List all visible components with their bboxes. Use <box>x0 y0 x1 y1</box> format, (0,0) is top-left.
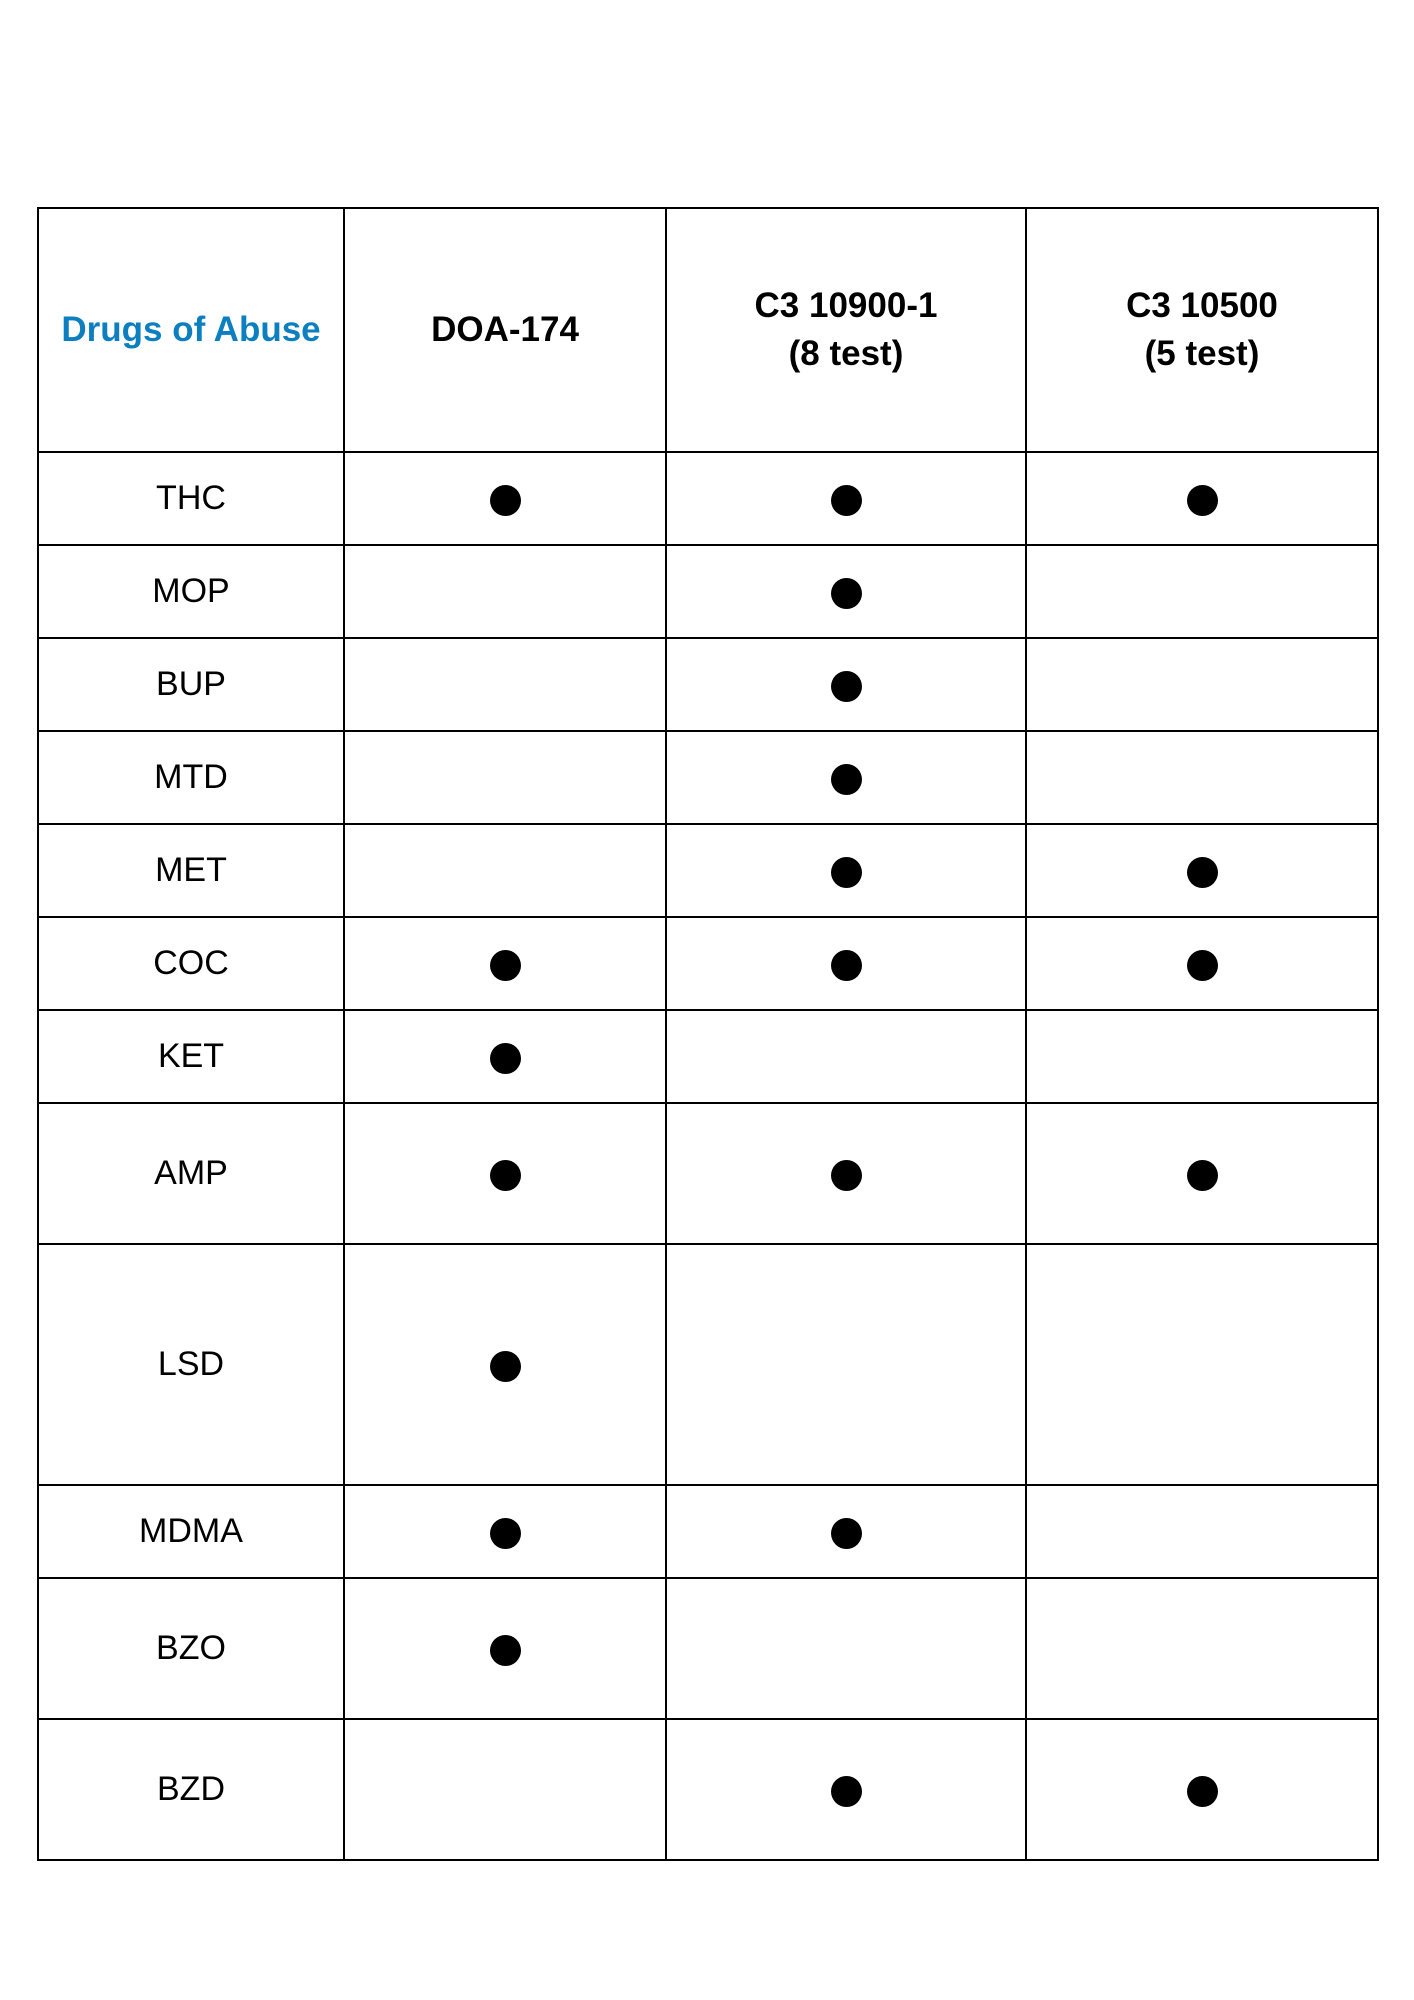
test-cell <box>344 731 666 824</box>
test-cell <box>666 1244 1026 1485</box>
filled-circle-icon <box>490 1043 521 1074</box>
filled-circle-icon <box>490 1351 521 1382</box>
drug-name-cell: COC <box>38 917 344 1010</box>
test-cell <box>1026 1244 1378 1485</box>
test-cell <box>1026 1103 1378 1244</box>
table-header <box>38 208 1378 452</box>
test-cell <box>344 452 666 545</box>
test-cell <box>1026 824 1378 917</box>
table-row <box>38 731 1378 824</box>
table-row <box>38 1719 1378 1860</box>
test-cell <box>666 1578 1026 1719</box>
drug-name-cell: LSD <box>38 1244 344 1485</box>
test-cell <box>666 824 1026 917</box>
filled-circle-icon <box>490 1160 521 1191</box>
table-body <box>38 452 1378 1860</box>
filled-circle-icon <box>490 950 521 981</box>
filled-circle-icon <box>490 485 521 516</box>
drug-name-cell: BZD <box>38 1719 344 1860</box>
filled-circle-icon <box>831 485 862 516</box>
test-cell <box>666 731 1026 824</box>
test-cell <box>1026 1719 1378 1860</box>
test-cell <box>666 1103 1026 1244</box>
filled-circle-icon <box>831 1160 862 1191</box>
test-cell <box>666 452 1026 545</box>
test-cell <box>344 1719 666 1860</box>
filled-circle-icon <box>1187 1776 1218 1807</box>
test-cell <box>666 1010 1026 1103</box>
test-cell <box>1026 917 1378 1010</box>
test-cell <box>344 1103 666 1244</box>
test-cell <box>1026 452 1378 545</box>
table-row <box>38 1010 1378 1103</box>
filled-circle-icon <box>1187 485 1218 516</box>
test-cell <box>1026 1010 1378 1103</box>
filled-circle-icon <box>831 1776 862 1807</box>
drug-name-cell: MTD <box>38 731 344 824</box>
column-header-line2: (5 test) <box>1144 334 1260 373</box>
filled-circle-icon <box>831 1518 862 1549</box>
test-cell <box>1026 731 1378 824</box>
drug-name-cell: MET <box>38 824 344 917</box>
table-row <box>38 638 1378 731</box>
table-row <box>38 452 1378 545</box>
drug-name-cell: MDMA <box>38 1485 344 1578</box>
table-row <box>38 917 1378 1010</box>
column-header-c3-10500 <box>1026 208 1378 452</box>
test-cell <box>666 1719 1026 1860</box>
table-row <box>38 1103 1378 1244</box>
filled-circle-icon <box>831 764 862 795</box>
test-cell <box>666 638 1026 731</box>
drug-name-cell: BUP <box>38 638 344 731</box>
test-cell <box>1026 638 1378 731</box>
test-cell <box>344 545 666 638</box>
column-header-doa-174 <box>344 208 666 452</box>
test-cell <box>344 1485 666 1578</box>
test-cell <box>666 1485 1026 1578</box>
filled-circle-icon <box>1187 950 1218 981</box>
filled-circle-icon <box>1187 857 1218 888</box>
test-cell <box>666 545 1026 638</box>
table-row <box>38 1485 1378 1578</box>
filled-circle-icon <box>831 950 862 981</box>
drugs-of-abuse-header: Drugs of Abuse <box>38 208 344 452</box>
header-row <box>38 208 1378 452</box>
drug-name-cell: KET <box>38 1010 344 1103</box>
filled-circle-icon <box>490 1518 521 1549</box>
table-row <box>38 824 1378 917</box>
drug-name-cell: MOP <box>38 545 344 638</box>
drug-name-cell: BZO <box>38 1578 344 1719</box>
filled-circle-icon <box>490 1635 521 1666</box>
table-row <box>38 545 1378 638</box>
filled-circle-icon <box>1187 1160 1218 1191</box>
drug-test-comparison-table <box>37 207 1379 1861</box>
column-header-line1: C3 10900-1 <box>754 286 938 325</box>
test-cell <box>1026 1485 1378 1578</box>
test-cell <box>344 824 666 917</box>
test-cell <box>344 1578 666 1719</box>
column-header-c3-10900-1 <box>666 208 1026 452</box>
test-cell <box>344 1010 666 1103</box>
test-cell <box>344 1244 666 1485</box>
table-row <box>38 1578 1378 1719</box>
drug-name-cell: AMP <box>38 1103 344 1244</box>
column-header-line2: (8 test) <box>788 334 904 373</box>
test-cell <box>344 638 666 731</box>
test-cell <box>1026 1578 1378 1719</box>
column-header-line1: DOA-174 <box>431 310 579 349</box>
column-header-line1: C3 10500 <box>1126 286 1278 325</box>
test-cell <box>1026 545 1378 638</box>
table-row <box>38 1244 1378 1485</box>
drug-name-cell: THC <box>38 452 344 545</box>
test-cell <box>344 917 666 1010</box>
filled-circle-icon <box>831 578 862 609</box>
test-cell <box>666 917 1026 1010</box>
filled-circle-icon <box>831 857 862 888</box>
filled-circle-icon <box>831 671 862 702</box>
